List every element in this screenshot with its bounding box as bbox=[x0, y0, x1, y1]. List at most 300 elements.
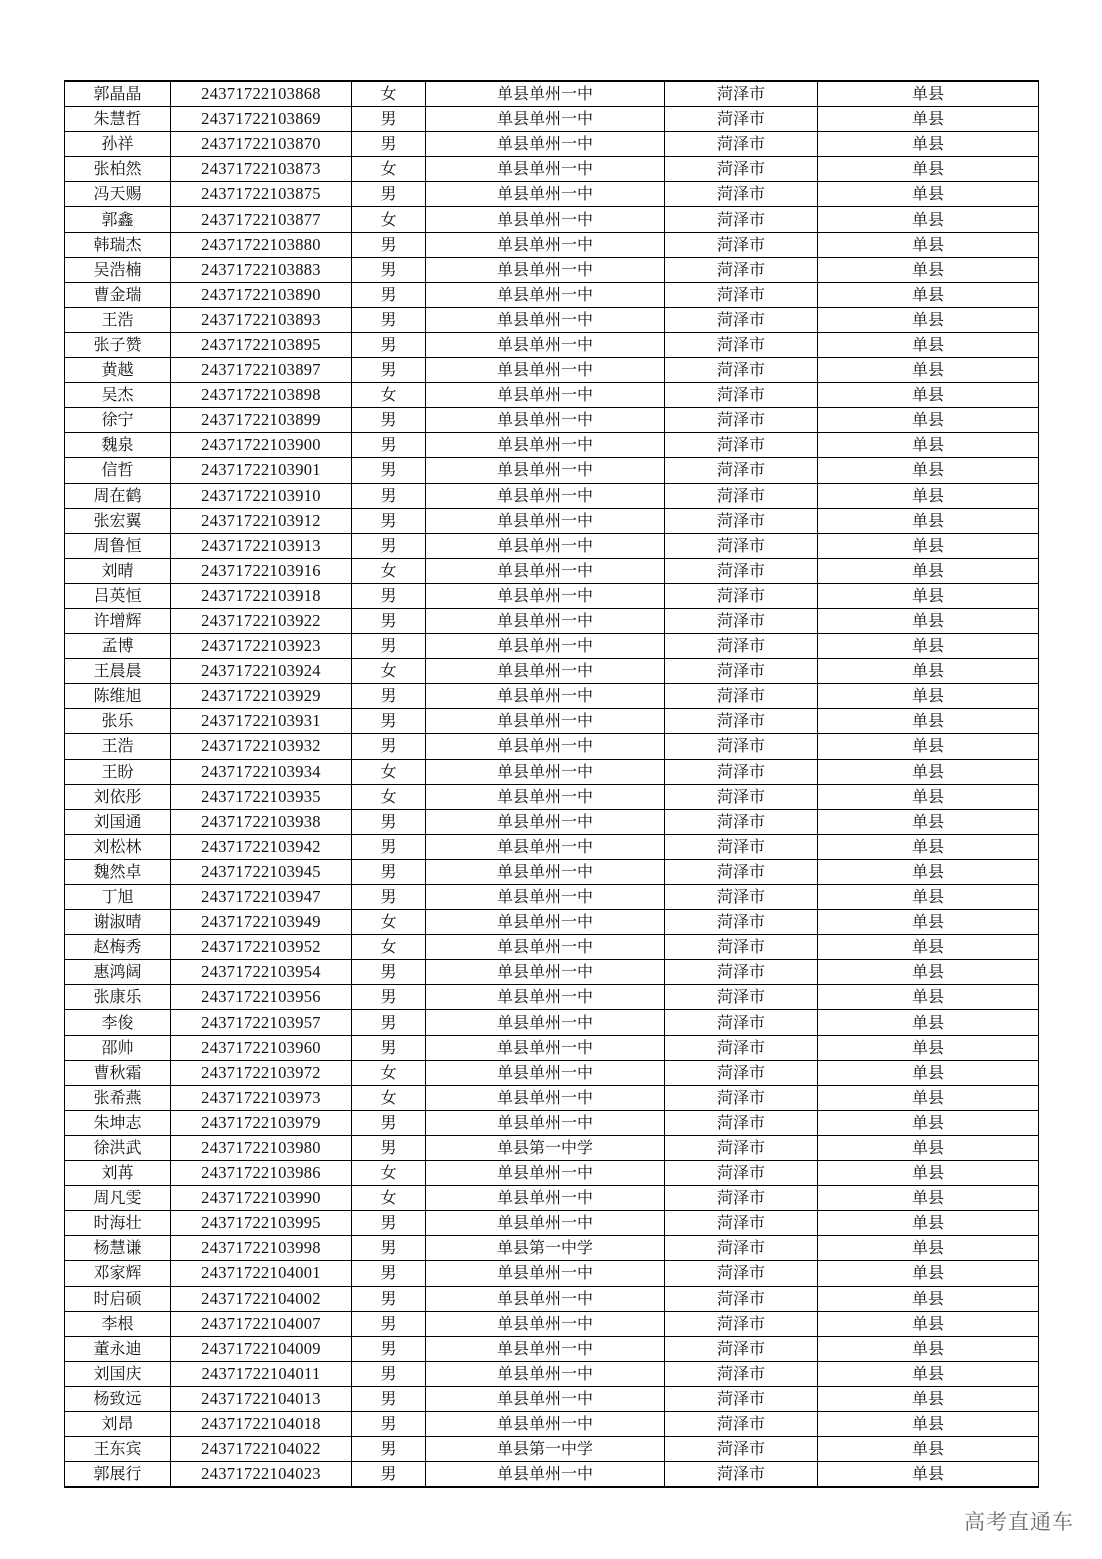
table-row bbox=[65, 885, 1039, 910]
table-row bbox=[65, 358, 1039, 383]
cell-city: 菏泽市 bbox=[665, 834, 818, 859]
cell-school: 单县单州一中 bbox=[426, 1361, 665, 1386]
cell-school: 单县单州一中 bbox=[426, 859, 665, 884]
table-row bbox=[65, 1060, 1039, 1085]
cell-name: 吕英恒 bbox=[65, 583, 171, 608]
table-row bbox=[65, 859, 1039, 884]
table-row bbox=[65, 910, 1039, 935]
cell-county: 单县 bbox=[818, 1286, 1039, 1311]
cell-gender: 女 bbox=[352, 910, 426, 935]
table-row bbox=[65, 1010, 1039, 1035]
cell-county: 单县 bbox=[818, 182, 1039, 207]
cell-gender: 男 bbox=[352, 1311, 426, 1336]
cell-city: 菏泽市 bbox=[665, 1286, 818, 1311]
table-row bbox=[65, 960, 1039, 985]
cell-gender: 女 bbox=[352, 759, 426, 784]
cell-school: 单县单州一中 bbox=[426, 282, 665, 307]
cell-school: 单县单州一中 bbox=[426, 634, 665, 659]
cell-exam-id: 24371722103897 bbox=[171, 358, 352, 383]
cell-school: 单县单州一中 bbox=[426, 1161, 665, 1186]
table-row bbox=[65, 1135, 1039, 1160]
cell-name: 张乐 bbox=[65, 709, 171, 734]
cell-gender: 男 bbox=[352, 583, 426, 608]
cell-name: 张柏然 bbox=[65, 157, 171, 182]
cell-name: 曹金瑞 bbox=[65, 282, 171, 307]
cell-county: 单县 bbox=[818, 1361, 1039, 1386]
table-row bbox=[65, 634, 1039, 659]
cell-exam-id: 24371722103900 bbox=[171, 433, 352, 458]
cell-county: 单县 bbox=[818, 257, 1039, 282]
cell-county: 单县 bbox=[818, 1386, 1039, 1411]
cell-school: 单县单州一中 bbox=[426, 508, 665, 533]
cell-county: 单县 bbox=[818, 1186, 1039, 1211]
cell-city: 菏泽市 bbox=[665, 885, 818, 910]
cell-exam-id: 24371722103877 bbox=[171, 207, 352, 232]
table-row bbox=[65, 232, 1039, 257]
cell-school: 单县单州一中 bbox=[426, 960, 665, 985]
cell-name: 陈维旭 bbox=[65, 684, 171, 709]
cell-city: 菏泽市 bbox=[665, 1386, 818, 1411]
cell-city: 菏泽市 bbox=[665, 533, 818, 558]
table-row bbox=[65, 935, 1039, 960]
cell-city: 菏泽市 bbox=[665, 734, 818, 759]
cell-city: 菏泽市 bbox=[665, 684, 818, 709]
cell-city: 菏泽市 bbox=[665, 1462, 818, 1488]
cell-school: 单县单州一中 bbox=[426, 885, 665, 910]
cell-city: 菏泽市 bbox=[665, 232, 818, 257]
cell-county: 单县 bbox=[818, 709, 1039, 734]
cell-gender: 女 bbox=[352, 1060, 426, 1085]
cell-name: 徐宁 bbox=[65, 408, 171, 433]
cell-exam-id: 24371722103949 bbox=[171, 910, 352, 935]
cell-exam-id: 24371722103880 bbox=[171, 232, 352, 257]
cell-exam-id: 24371722103932 bbox=[171, 734, 352, 759]
cell-gender: 男 bbox=[352, 257, 426, 282]
cell-exam-id: 24371722103973 bbox=[171, 1085, 352, 1110]
cell-county: 单县 bbox=[818, 383, 1039, 408]
cell-exam-id: 24371722103934 bbox=[171, 759, 352, 784]
table-row bbox=[65, 458, 1039, 483]
cell-exam-id: 24371722103895 bbox=[171, 332, 352, 357]
cell-county: 单县 bbox=[818, 1161, 1039, 1186]
table-row bbox=[65, 1361, 1039, 1386]
cell-name: 朱坤志 bbox=[65, 1110, 171, 1135]
cell-city: 菏泽市 bbox=[665, 182, 818, 207]
cell-gender: 男 bbox=[352, 508, 426, 533]
table-row bbox=[65, 282, 1039, 307]
cell-gender: 男 bbox=[352, 182, 426, 207]
cell-exam-id: 24371722103979 bbox=[171, 1110, 352, 1135]
cell-exam-id: 24371722103910 bbox=[171, 483, 352, 508]
cell-city: 菏泽市 bbox=[665, 1261, 818, 1286]
cell-gender: 男 bbox=[352, 985, 426, 1010]
cell-gender: 女 bbox=[352, 1161, 426, 1186]
cell-gender: 男 bbox=[352, 1462, 426, 1488]
cell-city: 菏泽市 bbox=[665, 1211, 818, 1236]
cell-exam-id: 24371722103980 bbox=[171, 1135, 352, 1160]
cell-gender: 男 bbox=[352, 408, 426, 433]
cell-county: 单县 bbox=[818, 81, 1039, 107]
cell-city: 菏泽市 bbox=[665, 433, 818, 458]
cell-city: 菏泽市 bbox=[665, 985, 818, 1010]
cell-name: 黄越 bbox=[65, 358, 171, 383]
cell-city: 菏泽市 bbox=[665, 257, 818, 282]
cell-school: 单县单州一中 bbox=[426, 1286, 665, 1311]
cell-school: 单县单州一中 bbox=[426, 182, 665, 207]
cell-exam-id: 24371722103998 bbox=[171, 1236, 352, 1261]
cell-city: 菏泽市 bbox=[665, 1361, 818, 1386]
cell-name: 王浩 bbox=[65, 734, 171, 759]
cell-exam-id: 24371722103901 bbox=[171, 458, 352, 483]
cell-school: 单县单州一中 bbox=[426, 132, 665, 157]
cell-exam-id: 24371722103923 bbox=[171, 634, 352, 659]
cell-city: 菏泽市 bbox=[665, 157, 818, 182]
table-row bbox=[65, 1211, 1039, 1236]
cell-gender: 男 bbox=[352, 1236, 426, 1261]
cell-name: 刘国通 bbox=[65, 809, 171, 834]
cell-county: 单县 bbox=[818, 1035, 1039, 1060]
cell-gender: 男 bbox=[352, 1437, 426, 1462]
cell-exam-id: 24371722103869 bbox=[171, 107, 352, 132]
table-row bbox=[65, 684, 1039, 709]
cell-name: 董永迪 bbox=[65, 1336, 171, 1361]
cell-school: 单县单州一中 bbox=[426, 910, 665, 935]
cell-name: 徐洪武 bbox=[65, 1135, 171, 1160]
cell-city: 菏泽市 bbox=[665, 107, 818, 132]
cell-school: 单县单州一中 bbox=[426, 985, 665, 1010]
cell-city: 菏泽市 bbox=[665, 1135, 818, 1160]
cell-exam-id: 24371722103960 bbox=[171, 1035, 352, 1060]
cell-county: 单县 bbox=[818, 659, 1039, 684]
cell-gender: 男 bbox=[352, 1286, 426, 1311]
cell-exam-id: 24371722103922 bbox=[171, 608, 352, 633]
cell-exam-id: 24371722104002 bbox=[171, 1286, 352, 1311]
table-row bbox=[65, 558, 1039, 583]
cell-county: 单县 bbox=[818, 960, 1039, 985]
cell-school: 单县单州一中 bbox=[426, 1035, 665, 1060]
cell-name: 刘苒 bbox=[65, 1161, 171, 1186]
cell-name: 刘昂 bbox=[65, 1411, 171, 1436]
cell-exam-id: 24371722104018 bbox=[171, 1411, 352, 1436]
cell-name: 时启硕 bbox=[65, 1286, 171, 1311]
table-row bbox=[65, 182, 1039, 207]
table-row bbox=[65, 1462, 1039, 1488]
cell-city: 菏泽市 bbox=[665, 608, 818, 633]
cell-exam-id: 24371722103972 bbox=[171, 1060, 352, 1085]
cell-school: 单县第一中学 bbox=[426, 1135, 665, 1160]
cell-gender: 女 bbox=[352, 1085, 426, 1110]
cell-gender: 女 bbox=[352, 157, 426, 182]
cell-name: 信哲 bbox=[65, 458, 171, 483]
cell-name: 曹秋霜 bbox=[65, 1060, 171, 1085]
cell-school: 单县单州一中 bbox=[426, 1110, 665, 1135]
table-row bbox=[65, 659, 1039, 684]
cell-county: 单县 bbox=[818, 1437, 1039, 1462]
cell-city: 菏泽市 bbox=[665, 1336, 818, 1361]
cell-school: 单县单州一中 bbox=[426, 433, 665, 458]
cell-gender: 男 bbox=[352, 232, 426, 257]
cell-county: 单县 bbox=[818, 433, 1039, 458]
cell-gender: 女 bbox=[352, 383, 426, 408]
cell-county: 单县 bbox=[818, 157, 1039, 182]
cell-gender: 男 bbox=[352, 533, 426, 558]
cell-gender: 男 bbox=[352, 483, 426, 508]
cell-exam-id: 24371722104013 bbox=[171, 1386, 352, 1411]
cell-name: 刘松林 bbox=[65, 834, 171, 859]
roster-body bbox=[65, 81, 1039, 1487]
cell-name: 李根 bbox=[65, 1311, 171, 1336]
cell-exam-id: 24371722103924 bbox=[171, 659, 352, 684]
cell-gender: 男 bbox=[352, 885, 426, 910]
table-row bbox=[65, 433, 1039, 458]
cell-school: 单县单州一中 bbox=[426, 1060, 665, 1085]
cell-city: 菏泽市 bbox=[665, 1311, 818, 1336]
cell-city: 菏泽市 bbox=[665, 383, 818, 408]
cell-exam-id: 24371722103875 bbox=[171, 182, 352, 207]
cell-gender: 男 bbox=[352, 809, 426, 834]
cell-name: 吴浩楠 bbox=[65, 257, 171, 282]
table-row bbox=[65, 709, 1039, 734]
cell-exam-id: 24371722104009 bbox=[171, 1336, 352, 1361]
cell-city: 菏泽市 bbox=[665, 358, 818, 383]
cell-gender: 男 bbox=[352, 1135, 426, 1160]
cell-county: 单县 bbox=[818, 232, 1039, 257]
cell-name: 朱慧哲 bbox=[65, 107, 171, 132]
cell-school: 单县单州一中 bbox=[426, 1311, 665, 1336]
cell-county: 单县 bbox=[818, 282, 1039, 307]
cell-city: 菏泽市 bbox=[665, 910, 818, 935]
cell-school: 单县单州一中 bbox=[426, 1336, 665, 1361]
cell-city: 菏泽市 bbox=[665, 1035, 818, 1060]
cell-county: 单县 bbox=[818, 1211, 1039, 1236]
cell-school: 单县第一中学 bbox=[426, 1236, 665, 1261]
cell-school: 单县单州一中 bbox=[426, 358, 665, 383]
cell-county: 单县 bbox=[818, 859, 1039, 884]
cell-school: 单县单州一中 bbox=[426, 558, 665, 583]
cell-city: 菏泽市 bbox=[665, 508, 818, 533]
cell-county: 单县 bbox=[818, 809, 1039, 834]
cell-gender: 男 bbox=[352, 1211, 426, 1236]
cell-county: 单县 bbox=[818, 358, 1039, 383]
cell-county: 单县 bbox=[818, 834, 1039, 859]
table-row bbox=[65, 107, 1039, 132]
cell-exam-id: 24371722103957 bbox=[171, 1010, 352, 1035]
cell-name: 王东宾 bbox=[65, 1437, 171, 1462]
cell-school: 单县单州一中 bbox=[426, 483, 665, 508]
cell-city: 菏泽市 bbox=[665, 408, 818, 433]
table-row bbox=[65, 1186, 1039, 1211]
cell-school: 单县单州一中 bbox=[426, 1211, 665, 1236]
cell-county: 单县 bbox=[818, 458, 1039, 483]
cell-school: 单县单州一中 bbox=[426, 659, 665, 684]
cell-city: 菏泽市 bbox=[665, 1186, 818, 1211]
cell-gender: 男 bbox=[352, 734, 426, 759]
cell-city: 菏泽市 bbox=[665, 659, 818, 684]
cell-exam-id: 24371722103916 bbox=[171, 558, 352, 583]
table-row bbox=[65, 1411, 1039, 1436]
cell-exam-id: 24371722104022 bbox=[171, 1437, 352, 1462]
cell-school: 单县单州一中 bbox=[426, 81, 665, 107]
cell-city: 菏泽市 bbox=[665, 558, 818, 583]
cell-school: 单县单州一中 bbox=[426, 935, 665, 960]
cell-name: 赵梅秀 bbox=[65, 935, 171, 960]
cell-city: 菏泽市 bbox=[665, 634, 818, 659]
cell-gender: 女 bbox=[352, 659, 426, 684]
cell-name: 惠鸿阔 bbox=[65, 960, 171, 985]
table-row bbox=[65, 1286, 1039, 1311]
cell-county: 单县 bbox=[818, 107, 1039, 132]
cell-county: 单县 bbox=[818, 132, 1039, 157]
cell-gender: 男 bbox=[352, 1336, 426, 1361]
cell-school: 单县第一中学 bbox=[426, 1437, 665, 1462]
cell-gender: 男 bbox=[352, 107, 426, 132]
cell-county: 单县 bbox=[818, 1060, 1039, 1085]
cell-gender: 男 bbox=[352, 332, 426, 357]
cell-gender: 男 bbox=[352, 132, 426, 157]
cell-city: 菏泽市 bbox=[665, 759, 818, 784]
table-row bbox=[65, 1437, 1039, 1462]
cell-school: 单县单州一中 bbox=[426, 107, 665, 132]
cell-county: 单县 bbox=[818, 608, 1039, 633]
cell-gender: 男 bbox=[352, 608, 426, 633]
table-row bbox=[65, 1110, 1039, 1135]
cell-county: 单县 bbox=[818, 307, 1039, 332]
table-row bbox=[65, 307, 1039, 332]
cell-city: 菏泽市 bbox=[665, 809, 818, 834]
cell-county: 单县 bbox=[818, 910, 1039, 935]
cell-school: 单县单州一中 bbox=[426, 784, 665, 809]
cell-school: 单县单州一中 bbox=[426, 608, 665, 633]
cell-gender: 男 bbox=[352, 834, 426, 859]
cell-school: 单县单州一中 bbox=[426, 332, 665, 357]
cell-city: 菏泽市 bbox=[665, 960, 818, 985]
cell-exam-id: 24371722104023 bbox=[171, 1462, 352, 1488]
cell-county: 单县 bbox=[818, 734, 1039, 759]
cell-gender: 男 bbox=[352, 358, 426, 383]
cell-exam-id: 24371722103995 bbox=[171, 1211, 352, 1236]
cell-name: 孟博 bbox=[65, 634, 171, 659]
cell-city: 菏泽市 bbox=[665, 458, 818, 483]
cell-gender: 女 bbox=[352, 935, 426, 960]
cell-city: 菏泽市 bbox=[665, 1161, 818, 1186]
table-row bbox=[65, 508, 1039, 533]
cell-gender: 男 bbox=[352, 1035, 426, 1060]
cell-gender: 男 bbox=[352, 1411, 426, 1436]
cell-county: 单县 bbox=[818, 1261, 1039, 1286]
cell-county: 单县 bbox=[818, 684, 1039, 709]
cell-city: 菏泽市 bbox=[665, 709, 818, 734]
cell-name: 郭晶晶 bbox=[65, 81, 171, 107]
cell-county: 单县 bbox=[818, 1135, 1039, 1160]
cell-city: 菏泽市 bbox=[665, 1437, 818, 1462]
table-row bbox=[65, 1161, 1039, 1186]
cell-school: 单县单州一中 bbox=[426, 1261, 665, 1286]
table-row bbox=[65, 1336, 1039, 1361]
cell-county: 单县 bbox=[818, 1010, 1039, 1035]
table-row bbox=[65, 383, 1039, 408]
cell-school: 单县单州一中 bbox=[426, 809, 665, 834]
cell-gender: 女 bbox=[352, 558, 426, 583]
cell-exam-id: 24371722103956 bbox=[171, 985, 352, 1010]
cell-name: 冯天赐 bbox=[65, 182, 171, 207]
cell-gender: 男 bbox=[352, 1386, 426, 1411]
cell-county: 单县 bbox=[818, 558, 1039, 583]
cell-exam-id: 24371722103931 bbox=[171, 709, 352, 734]
cell-name: 周凡雯 bbox=[65, 1186, 171, 1211]
cell-name: 许增辉 bbox=[65, 608, 171, 633]
cell-school: 单县单州一中 bbox=[426, 257, 665, 282]
table-row bbox=[65, 483, 1039, 508]
cell-exam-id: 24371722103945 bbox=[171, 859, 352, 884]
cell-name: 杨致远 bbox=[65, 1386, 171, 1411]
table-row bbox=[65, 809, 1039, 834]
cell-school: 单县单州一中 bbox=[426, 383, 665, 408]
cell-name: 郭鑫 bbox=[65, 207, 171, 232]
cell-county: 单县 bbox=[818, 408, 1039, 433]
cell-county: 单县 bbox=[818, 1462, 1039, 1488]
cell-school: 单县单州一中 bbox=[426, 709, 665, 734]
cell-city: 菏泽市 bbox=[665, 784, 818, 809]
table-row bbox=[65, 408, 1039, 433]
cell-name: 孙祥 bbox=[65, 132, 171, 157]
cell-name: 周在鹤 bbox=[65, 483, 171, 508]
cell-school: 单县单州一中 bbox=[426, 1411, 665, 1436]
student-roster-table bbox=[64, 80, 1039, 1488]
cell-name: 周鲁恒 bbox=[65, 533, 171, 558]
cell-gender: 女 bbox=[352, 81, 426, 107]
cell-school: 单县单州一中 bbox=[426, 408, 665, 433]
cell-city: 菏泽市 bbox=[665, 583, 818, 608]
cell-school: 单县单州一中 bbox=[426, 1386, 665, 1411]
cell-city: 菏泽市 bbox=[665, 483, 818, 508]
cell-school: 单县单州一中 bbox=[426, 232, 665, 257]
cell-name: 韩瑞杰 bbox=[65, 232, 171, 257]
cell-county: 单县 bbox=[818, 1311, 1039, 1336]
table-row bbox=[65, 332, 1039, 357]
cell-county: 单县 bbox=[818, 1411, 1039, 1436]
table-row bbox=[65, 132, 1039, 157]
table-row bbox=[65, 1386, 1039, 1411]
cell-city: 菏泽市 bbox=[665, 132, 818, 157]
table-row bbox=[65, 257, 1039, 282]
table-row bbox=[65, 157, 1039, 182]
cell-city: 菏泽市 bbox=[665, 1236, 818, 1261]
cell-gender: 男 bbox=[352, 1110, 426, 1135]
cell-county: 单县 bbox=[818, 1236, 1039, 1261]
cell-name: 谢淑晴 bbox=[65, 910, 171, 935]
cell-exam-id: 24371722103935 bbox=[171, 784, 352, 809]
cell-school: 单县单州一中 bbox=[426, 1085, 665, 1110]
cell-city: 菏泽市 bbox=[665, 1085, 818, 1110]
cell-exam-id: 24371722103899 bbox=[171, 408, 352, 433]
cell-gender: 女 bbox=[352, 207, 426, 232]
cell-name: 张宏翼 bbox=[65, 508, 171, 533]
cell-name: 张希燕 bbox=[65, 1085, 171, 1110]
cell-gender: 男 bbox=[352, 1010, 426, 1035]
cell-county: 单县 bbox=[818, 508, 1039, 533]
cell-name: 张康乐 bbox=[65, 985, 171, 1010]
cell-exam-id: 24371722103870 bbox=[171, 132, 352, 157]
cell-exam-id: 24371722103929 bbox=[171, 684, 352, 709]
cell-name: 杨慧谦 bbox=[65, 1236, 171, 1261]
cell-county: 单县 bbox=[818, 935, 1039, 960]
cell-county: 单县 bbox=[818, 332, 1039, 357]
cell-name: 刘依彤 bbox=[65, 784, 171, 809]
cell-county: 单县 bbox=[818, 583, 1039, 608]
cell-exam-id: 24371722104007 bbox=[171, 1311, 352, 1336]
table-row bbox=[65, 734, 1039, 759]
cell-school: 单县单州一中 bbox=[426, 458, 665, 483]
